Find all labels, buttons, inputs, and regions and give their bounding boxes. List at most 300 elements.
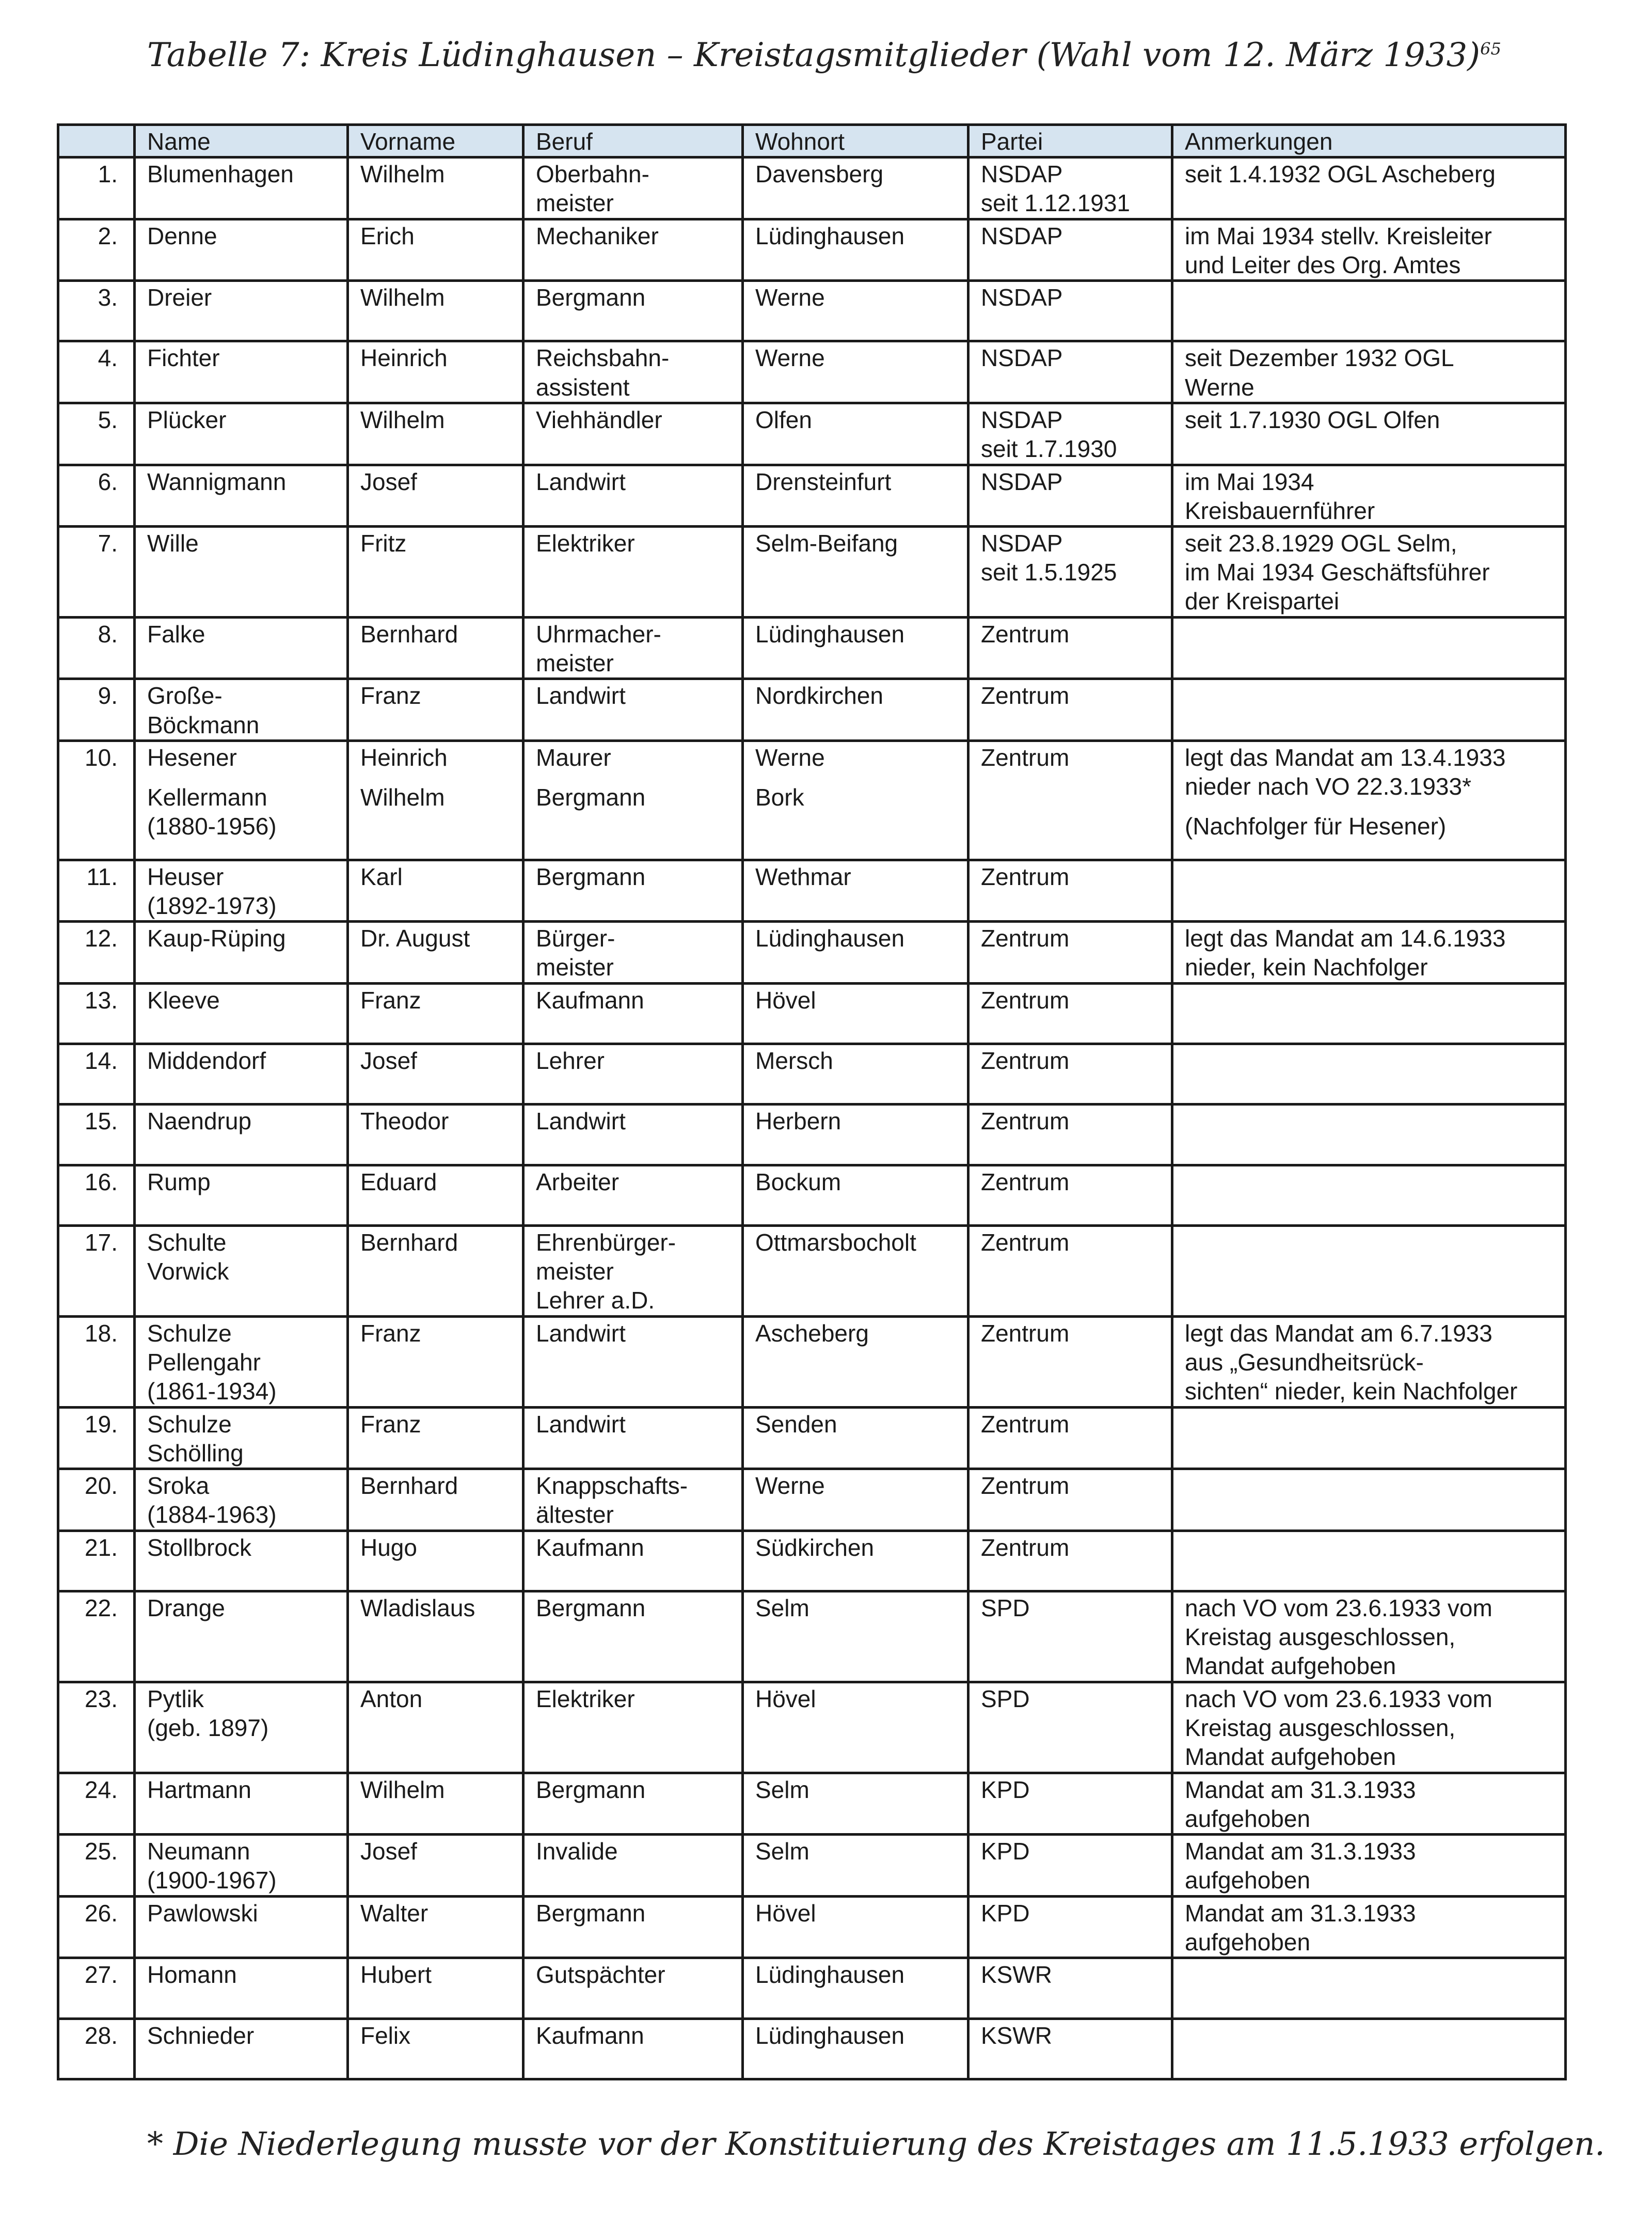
table-row: [58, 1469, 1566, 1531]
cell-line: Hubert: [360, 1961, 432, 1989]
cell-line: Dr. August: [360, 925, 470, 952]
cell-line: NSDAP: [981, 284, 1063, 311]
cell-line: Naendrup: [147, 1108, 252, 1135]
cell-line: Lüdinghausen: [755, 620, 905, 648]
cell-line: Zentrum: [981, 682, 1070, 709]
cell-line: Kreistag ausgeschlossen,: [1185, 1623, 1456, 1651]
line-gap: [536, 772, 734, 783]
cell-beruf: [523, 465, 743, 527]
cell-line: Bergmann: [536, 1594, 646, 1621]
cell-line: Ehrenbürger-: [536, 1228, 676, 1256]
cell-line: Zentrum: [981, 986, 1070, 1014]
cell-line: seit 1.12.1931: [981, 190, 1131, 217]
cell-line: Wladislaus: [360, 1594, 475, 1621]
cell-vorname: [348, 1105, 523, 1165]
cell-line: KPD: [981, 1776, 1030, 1803]
cell-line: Zentrum: [981, 1168, 1070, 1195]
table-row: [58, 1044, 1566, 1104]
cell-line: Werne: [1185, 373, 1254, 401]
cell-line: Hesener: [147, 744, 237, 771]
table-row: [58, 1591, 1566, 1682]
cell-line: Pellengahr: [147, 1348, 261, 1376]
table-row: [58, 1165, 1566, 1225]
row-number: 7.: [58, 527, 135, 618]
cell-name: [135, 1591, 348, 1682]
cell-anmerkungen: [1172, 740, 1566, 860]
cell-line: Eduard: [360, 1168, 437, 1195]
cell-line: Elektriker: [536, 530, 635, 557]
cell-partei: [968, 1958, 1172, 2018]
cell-anmerkungen: [1172, 465, 1566, 527]
cell-line: Mandat am 31.3.1933: [1185, 1776, 1416, 1803]
cell-beruf: [523, 1165, 743, 1225]
cell-wohnort: [743, 157, 968, 219]
cell-vorname: [348, 1407, 523, 1469]
cell-line: legt das Mandat am 14.6.1933: [1185, 925, 1506, 952]
cell-line: Heuser: [147, 863, 224, 890]
cell-line: Dreier: [147, 284, 212, 311]
cell-wohnort: [743, 1316, 968, 1407]
cell-partei: [968, 1773, 1172, 1835]
cell-name: [135, 1165, 348, 1225]
cell-line: legt das Mandat am 6.7.1933: [1185, 1319, 1492, 1347]
cell-anmerkungen: [1172, 983, 1566, 1044]
cell-beruf: [523, 617, 743, 679]
row-number: 21.: [58, 1531, 135, 1591]
cell-line: Zentrum: [981, 925, 1070, 952]
cell-anmerkungen: [1172, 1469, 1566, 1531]
cell-line: seit 1.7.1930 OGL Olfen: [1185, 406, 1440, 433]
cell-line: Zentrum: [981, 1410, 1070, 1438]
cell-line: meister: [536, 649, 614, 676]
cell-line: Pytlik: [147, 1685, 204, 1712]
cell-line: Olfen: [755, 406, 812, 433]
cell-line: Fichter: [147, 344, 220, 372]
cell-beruf: [523, 1591, 743, 1682]
cell-line: Bork: [755, 783, 804, 811]
cell-line: Pawlowski: [147, 1899, 258, 1927]
table-row: [58, 679, 1566, 741]
cell-line: Schulze: [147, 1319, 232, 1347]
cell-line: Gutspächter: [536, 1961, 665, 1989]
cell-line: Bernhard: [360, 620, 458, 648]
cell-partei: [968, 1531, 1172, 1591]
cell-line: seit 23.8.1929 OGL Selm,: [1185, 530, 1457, 557]
header-partei: Partei: [968, 125, 1172, 157]
table-row: [58, 1531, 1566, 1591]
cell-vorname: [348, 860, 523, 922]
cell-vorname: [348, 1835, 523, 1897]
cell-name: [135, 860, 348, 922]
cell-vorname: [348, 983, 523, 1044]
table-row: [58, 465, 1566, 527]
cell-line: sichten“ nieder, kein Nachfolger: [1185, 1377, 1518, 1405]
cell-partei: [968, 922, 1172, 984]
cell-line: Knappschafts-: [536, 1472, 688, 1500]
cell-line: Ottmarsbocholt: [755, 1228, 916, 1256]
cell-vorname: [348, 617, 523, 679]
row-number: 25.: [58, 1835, 135, 1897]
cell-wohnort: [743, 1225, 968, 1316]
cell-line: Zentrum: [981, 1472, 1070, 1500]
cell-line: Selm-Beifang: [755, 530, 898, 557]
cell-line: Invalide: [536, 1838, 618, 1865]
cell-partei: [968, 1165, 1172, 1225]
cell-beruf: [523, 1531, 743, 1591]
cell-line: Hövel: [755, 1685, 816, 1712]
cell-line: Maurer: [536, 744, 611, 771]
cell-beruf: [523, 922, 743, 984]
cell-partei: [968, 465, 1172, 527]
cell-line: (1884-1963): [147, 1501, 277, 1528]
cell-line: Zentrum: [981, 1534, 1070, 1561]
cell-line: KPD: [981, 1838, 1030, 1865]
table-row: [58, 219, 1566, 281]
cell-line: Lüdinghausen: [755, 222, 905, 249]
cell-line: Davensberg: [755, 161, 884, 187]
cell-line: Bergmann: [536, 1899, 646, 1927]
cell-line: Wilhelm: [360, 284, 445, 311]
cell-line: Josef: [360, 1047, 417, 1074]
cell-partei: [968, 1469, 1172, 1531]
cell-name: [135, 1105, 348, 1165]
cell-line: Werne: [755, 344, 825, 372]
table-row: [58, 1896, 1566, 1958]
cell-line: nieder nach VO 22.3.1933*: [1185, 773, 1471, 800]
row-number: 1.: [58, 157, 135, 219]
table-body: [58, 157, 1566, 2079]
cell-name: [135, 527, 348, 618]
table-row: [58, 527, 1566, 618]
cell-wohnort: [743, 679, 968, 741]
cell-line: meister: [536, 954, 614, 981]
cell-line: Falke: [147, 620, 205, 648]
cell-beruf: [523, 983, 743, 1044]
row-number: 10.: [58, 740, 135, 860]
table-row: [58, 1105, 1566, 1165]
cell-anmerkungen: [1172, 157, 1566, 219]
cell-partei: [968, 527, 1172, 618]
cell-line: (1880-1956): [147, 812, 277, 840]
line-gap: [1185, 801, 1562, 812]
cell-line: Lüdinghausen: [755, 1961, 905, 1989]
cell-line: Mechaniker: [536, 222, 659, 249]
table-row: [58, 983, 1566, 1044]
cell-line: Mersch: [755, 1047, 833, 1074]
cell-line: Kaufmann: [536, 1534, 644, 1561]
cell-anmerkungen: [1172, 403, 1566, 465]
cell-beruf: [523, 740, 743, 860]
cell-line: Zentrum: [981, 1319, 1070, 1347]
line-gap: [360, 772, 515, 783]
table-row: [58, 1682, 1566, 1773]
cell-vorname: [348, 341, 523, 403]
cell-line: Wille: [147, 530, 199, 557]
cell-wohnort: [743, 281, 968, 341]
cell-beruf: [523, 1682, 743, 1773]
cell-vorname: [348, 1316, 523, 1407]
cell-line: Arbeiter: [536, 1168, 620, 1195]
table-row: [58, 281, 1566, 341]
cell-beruf: [523, 1105, 743, 1165]
cell-partei: [968, 1316, 1172, 1407]
cell-vorname: [348, 1958, 523, 2018]
cell-line: aus „Gesundheitsrück-: [1185, 1348, 1424, 1376]
cell-beruf: [523, 1407, 743, 1469]
cell-anmerkungen: [1172, 1896, 1566, 1958]
cell-line: aufgehoben: [1185, 1867, 1311, 1894]
cell-line: Kaup-Rüping: [147, 925, 286, 952]
cell-vorname: [348, 1773, 523, 1835]
cell-line: (1900-1967): [147, 1867, 277, 1894]
cell-wohnort: [743, 1896, 968, 1958]
cell-partei: [968, 157, 1172, 219]
cell-vorname: [348, 219, 523, 281]
cell-anmerkungen: [1172, 1165, 1566, 1225]
table-header-row: [58, 125, 1566, 157]
cell-line: Theodor: [360, 1108, 449, 1135]
cell-line: Bürger-: [536, 925, 615, 952]
cell-name: [135, 465, 348, 527]
cell-partei: [968, 1591, 1172, 1682]
cell-line: Franz: [360, 1410, 421, 1438]
cell-name: [135, 1773, 348, 1835]
cell-partei: [968, 1682, 1172, 1773]
cell-line: Wilhelm: [360, 161, 445, 187]
cell-wohnort: [743, 617, 968, 679]
cell-line: SPD: [981, 1685, 1030, 1712]
cell-anmerkungen: [1172, 1835, 1566, 1897]
table-row: [58, 740, 1566, 860]
cell-anmerkungen: [1172, 1958, 1566, 2018]
cell-partei: [968, 617, 1172, 679]
cell-line: Bernhard: [360, 1228, 458, 1256]
cell-anmerkungen: [1172, 2018, 1566, 2079]
cell-vorname: [348, 1225, 523, 1316]
cell-line: assistent: [536, 373, 630, 401]
cell-line: Zentrum: [981, 1108, 1070, 1135]
members-table: [57, 123, 1567, 2080]
cell-wohnort: [743, 1773, 968, 1835]
cell-line: Bernhard: [360, 1472, 458, 1500]
cell-line: Ascheberg: [755, 1319, 869, 1347]
cell-beruf: [523, 157, 743, 219]
cell-beruf: [523, 403, 743, 465]
cell-line: Selm: [755, 1594, 809, 1621]
cell-line: Franz: [360, 1319, 421, 1347]
cell-name: [135, 1407, 348, 1469]
cell-line: NSDAP: [981, 406, 1063, 433]
cell-name: [135, 1531, 348, 1591]
cell-line: Zentrum: [981, 744, 1070, 771]
cell-anmerkungen: [1172, 1591, 1566, 1682]
cell-line: Uhrmacher-: [536, 620, 661, 648]
cell-vorname: [348, 1591, 523, 1682]
cell-line: Heinrich: [360, 344, 448, 372]
cell-line: Bergmann: [536, 284, 646, 311]
row-number: 5.: [58, 403, 135, 465]
cell-name: [135, 983, 348, 1044]
cell-name: [135, 403, 348, 465]
row-number: 4.: [58, 341, 135, 403]
cell-line: Nordkirchen: [755, 682, 883, 709]
cell-vorname: [348, 527, 523, 618]
cell-line: Denne: [147, 222, 217, 249]
row-number: 20.: [58, 1469, 135, 1531]
cell-name: [135, 219, 348, 281]
cell-line: legt das Mandat am 13.4.1933: [1185, 744, 1506, 771]
row-number: 18.: [58, 1316, 135, 1407]
title-footnote-mark: 65: [1480, 39, 1501, 59]
cell-name: [135, 1469, 348, 1531]
cell-vorname: [348, 679, 523, 741]
cell-wohnort: [743, 403, 968, 465]
cell-beruf: [523, 1225, 743, 1316]
cell-partei: [968, 219, 1172, 281]
cell-line: NSDAP: [981, 468, 1063, 495]
cell-line: aufgehoben: [1185, 1805, 1311, 1832]
cell-line: Franz: [360, 682, 421, 709]
cell-line: Josef: [360, 1838, 417, 1865]
cell-line: Blumenhagen: [147, 161, 294, 187]
row-number: 19.: [58, 1407, 135, 1469]
header-name: Name: [135, 125, 348, 157]
cell-vorname: [348, 157, 523, 219]
cell-partei: [968, 679, 1172, 741]
row-number: 11.: [58, 860, 135, 922]
cell-partei: [968, 860, 1172, 922]
cell-line: Landwirt: [536, 1410, 626, 1438]
cell-beruf: [523, 219, 743, 281]
row-number: 2.: [58, 219, 135, 281]
cell-line: ältester: [536, 1501, 614, 1528]
cell-line: Südkirchen: [755, 1534, 875, 1561]
cell-partei: [968, 1225, 1172, 1316]
cell-beruf: [523, 1835, 743, 1897]
cell-vorname: [348, 1165, 523, 1225]
cell-name: [135, 1835, 348, 1897]
cell-line: Mandat am 31.3.1933: [1185, 1838, 1416, 1865]
cell-line: (Nachfolger für Hesener): [1185, 812, 1447, 840]
table-row: [58, 1316, 1566, 1407]
table-row: [58, 617, 1566, 679]
footnote: * Die Niederlegung musste vor der Konstituierung des Kreistages am 11.5.1933 erfolgen.: [147, 2125, 1605, 2163]
cell-name: [135, 341, 348, 403]
cell-partei: [968, 403, 1172, 465]
cell-line: (1861-1934): [147, 1377, 277, 1405]
row-number: 26.: [58, 1896, 135, 1958]
cell-line: NSDAP: [981, 344, 1063, 372]
cell-line: Viehhändler: [536, 406, 662, 433]
cell-name: [135, 1958, 348, 2018]
table-row: [58, 860, 1566, 922]
cell-wohnort: [743, 1044, 968, 1104]
cell-partei: [968, 740, 1172, 860]
cell-line: SPD: [981, 1594, 1030, 1621]
cell-line: Schnieder: [147, 2022, 255, 2049]
cell-beruf: [523, 1469, 743, 1531]
header-vorname: Vorname: [348, 125, 523, 157]
table-title-text: Tabelle 7: Kreis Lüdinghausen – Kreistagsmitglieder (Wahl vom 12. März 1933): [147, 36, 1481, 74]
cell-anmerkungen: [1172, 860, 1566, 922]
cell-vorname: [348, 922, 523, 984]
cell-line: seit 1.5.1925: [981, 559, 1117, 586]
cell-line: Zentrum: [981, 863, 1070, 890]
cell-line: Kaufmann: [536, 2022, 644, 2049]
cell-line: Karl: [360, 863, 403, 890]
cell-line: Wilhelm: [360, 406, 445, 433]
cell-anmerkungen: [1172, 219, 1566, 281]
cell-line: Landwirt: [536, 468, 626, 495]
cell-wohnort: [743, 983, 968, 1044]
cell-line: Homann: [147, 1961, 237, 1989]
cell-wohnort: [743, 860, 968, 922]
cell-wohnort: [743, 1407, 968, 1469]
cell-line: Selm: [755, 1838, 809, 1865]
row-number: 16.: [58, 1165, 135, 1225]
cell-line: Hövel: [755, 1899, 816, 1927]
cell-line: Schölling: [147, 1439, 244, 1466]
cell-line: Landwirt: [536, 682, 626, 709]
cell-name: [135, 1896, 348, 1958]
cell-line: (geb. 1897): [147, 1714, 269, 1741]
line-gap: [147, 772, 339, 783]
cell-line: Franz: [360, 986, 421, 1014]
cell-wohnort: [743, 341, 968, 403]
row-number: 3.: [58, 281, 135, 341]
cell-line: Bergmann: [536, 863, 646, 890]
cell-line: seit 1.4.1932 OGL Ascheberg: [1185, 161, 1496, 187]
table-title: [147, 36, 1541, 74]
row-number: 28.: [58, 2018, 135, 2079]
cell-line: nach VO vom 23.6.1933 vom: [1185, 1685, 1492, 1712]
cell-line: Erich: [360, 222, 415, 249]
cell-line: Walter: [360, 1899, 428, 1927]
cell-name: [135, 1682, 348, 1773]
cell-line: NSDAP: [981, 530, 1063, 557]
cell-line: Lehrer: [536, 1047, 605, 1074]
cell-line: Stollbrock: [147, 1534, 251, 1561]
cell-line: Anton: [360, 1685, 423, 1712]
cell-partei: [968, 983, 1172, 1044]
cell-vorname: [348, 1682, 523, 1773]
row-number: 8.: [58, 617, 135, 679]
table-row: [58, 1773, 1566, 1835]
cell-wohnort: [743, 1531, 968, 1591]
cell-vorname: [348, 281, 523, 341]
cell-anmerkungen: [1172, 527, 1566, 618]
cell-anmerkungen: [1172, 281, 1566, 341]
cell-anmerkungen: [1172, 1773, 1566, 1835]
table-row: [58, 1225, 1566, 1316]
line-gap: [755, 772, 960, 783]
cell-name: [135, 740, 348, 860]
cell-line: Mandat aufgehoben: [1185, 1652, 1396, 1680]
cell-name: [135, 1316, 348, 1407]
cell-wohnort: [743, 219, 968, 281]
cell-vorname: [348, 1896, 523, 1958]
cell-line: Hövel: [755, 986, 816, 1014]
cell-beruf: [523, 1044, 743, 1104]
cell-line: meister: [536, 190, 614, 217]
cell-line: Werne: [755, 1472, 825, 1500]
cell-wohnort: [743, 527, 968, 618]
cell-line: Werne: [755, 744, 825, 771]
cell-wohnort: [743, 1469, 968, 1531]
cell-line: KSWR: [981, 2022, 1052, 2049]
cell-line: Felix: [360, 2022, 411, 2049]
cell-line: Große-: [147, 682, 223, 709]
